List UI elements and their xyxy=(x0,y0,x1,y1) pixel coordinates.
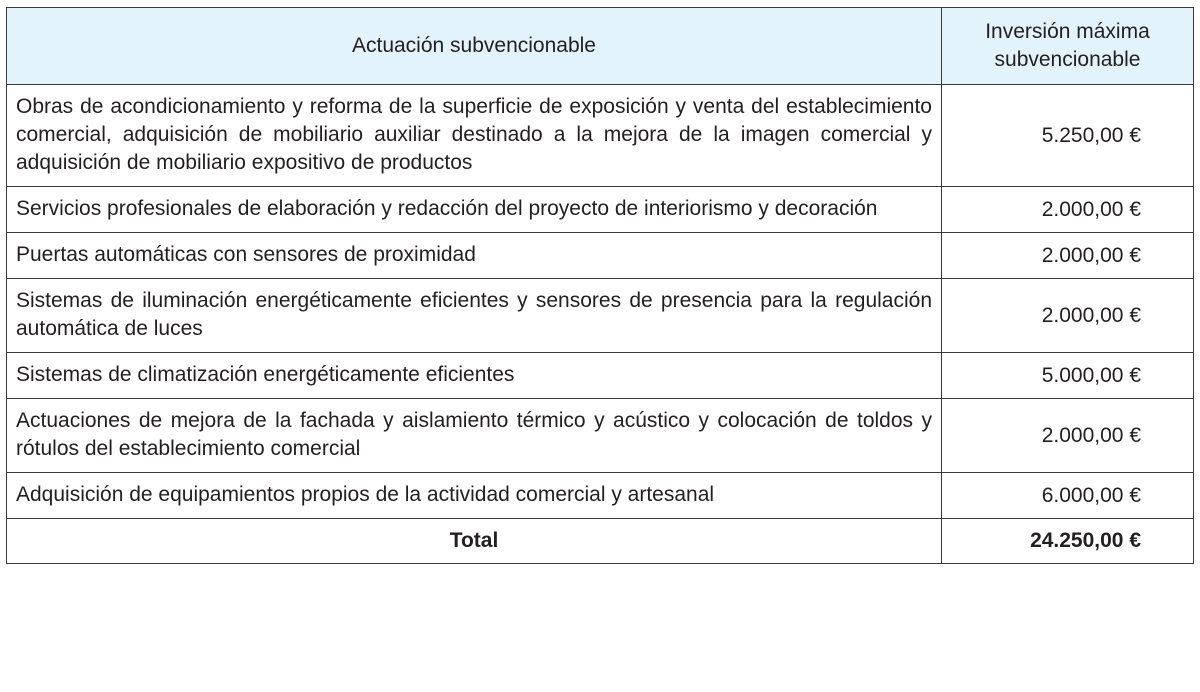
total-row xyxy=(7,519,1194,564)
table-row xyxy=(7,353,1194,399)
row-amount: 2.000,00 € xyxy=(942,233,1194,279)
table-row xyxy=(7,399,1194,473)
row-amount: 5.250,00 € xyxy=(942,85,1194,187)
table-row xyxy=(7,187,1194,233)
row-action: Actuaciones de mejora de la fachada y aislamiento térmico y acústico y colocación de toldos y rótulos del establecimiento comercial xyxy=(7,399,942,473)
header-investment: Inversión máxima subvencionable xyxy=(942,8,1194,85)
row-amount: 2.000,00 € xyxy=(942,399,1194,473)
row-amount: 2.000,00 € xyxy=(942,187,1194,233)
table-row xyxy=(7,85,1194,187)
row-amount: 2.000,00 € xyxy=(942,279,1194,353)
row-amount: 5.000,00 € xyxy=(942,353,1194,399)
subsidy-table xyxy=(6,7,1194,564)
table-header-row xyxy=(7,8,1194,85)
row-action: Servicios profesionales de elaboración y redacción del proyecto de interiorismo y decoración xyxy=(7,187,942,233)
table-row xyxy=(7,233,1194,279)
table-row xyxy=(7,279,1194,353)
row-action: Sistemas de climatización energéticamente eficientes xyxy=(7,353,942,399)
row-action: Puertas automáticas con sensores de proximidad xyxy=(7,233,942,279)
row-action: Sistemas de iluminación energéticamente eficientes y sensores de presencia para la regulación automática de luces xyxy=(7,279,942,353)
row-action: Adquisición de equipamientos propios de la actividad comercial y artesanal xyxy=(7,473,942,519)
total-amount: 24.250,00 € xyxy=(942,519,1194,564)
header-action: Actuación subvencionable xyxy=(7,8,942,85)
row-amount: 6.000,00 € xyxy=(942,473,1194,519)
row-action: Obras de acondicionamiento y reforma de la superficie de exposición y venta del establecimiento comercial, adquisición de mobiliario auxiliar destinado a la mejora de la imagen comercial y adquisición de mobiliario expositivo de productos xyxy=(7,85,942,187)
table-row xyxy=(7,473,1194,519)
total-label: Total xyxy=(7,519,942,564)
